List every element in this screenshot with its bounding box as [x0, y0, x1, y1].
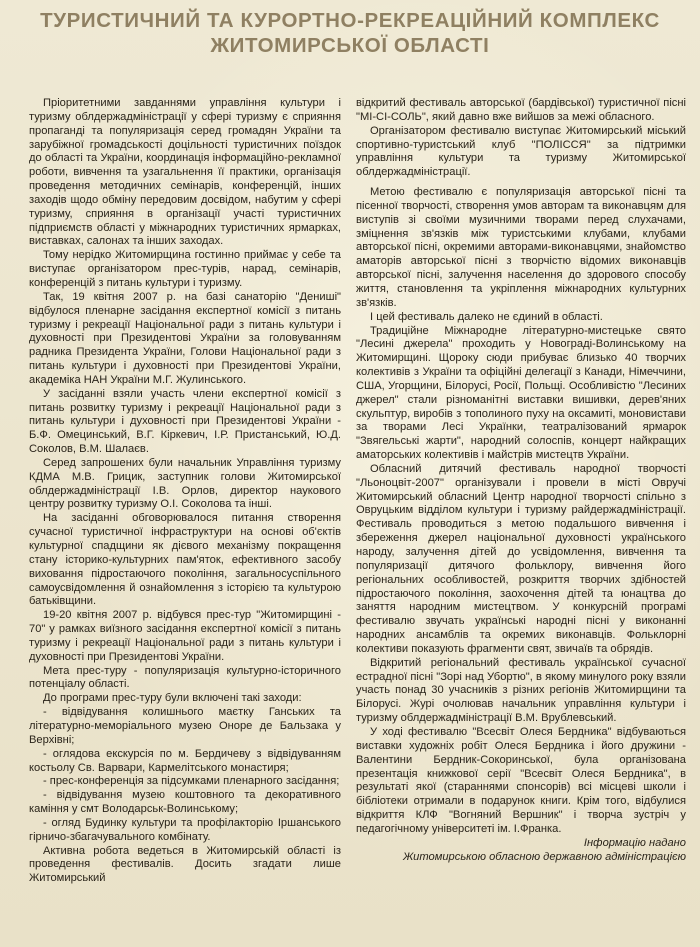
page-title [0, 8, 700, 58]
paragraph: Пріоритетними завданнями управління культури і туризму облдержадміністрації у сфері туризму є сприяння пропаганді та популяризація серед громадян України та зарубіжної громадськості доцільності туристичних поїздок до області та України, координація інформаційно-рекламної роботи, вивчення та узагальнення її практики, організація проведення методичних семінарів, конференцій, інших заходів щодо обміну передовим досвідом, набутим у сфері туризму, сприяння в організації участі туристичних підприємств області у міжнародних туристичних ярмарках, виставках, салонах та інших заходах. [29, 97, 341, 248]
list-item: - огляд Будинку культури та профілакторію Іршанського гірничо-збагачувального комбінату. [29, 816, 341, 843]
paragraph: Так, 19 квітня 2007 р. на базі санаторію "Дениші" відбулося пленарне засідання експертної комісії з питань туризму і рекреації Національної ради з питань культури і духовності при Президентові України за головуванням радника Президента України, Голови Національної ради з питань культури і духовності при Президентові України, академіка НАН України М.Г. Жулинського. [29, 290, 341, 386]
paragraph: Метою фестивалю є популяризація авторської пісні та пісенної творчості, створення умов авторам та виконавцям для виступів зі своїми музичними творами перед слухачами, зміцнення зв'язків між туристськими клубами, клубами авторської пісні, окремими авторами-виконавцями, знайомство аматорів авторської пісні з творчістю відомих виконавців авторської пісні, залучення населення до здорового способу життя, становлення та укріплення міжнародних культурних зв'язків. [356, 186, 686, 309]
paragraph: У засіданні взяли участь члени експертної комісії з питань розвитку туризму і рекреації Національної ради з питань культури і духовності при Президентові України - Б.Ф. Омецинський, В.Г. Кіркевич, І.Р. Пристанський, Ю.Д. Соколов, В.М. Шалаєв. [29, 387, 341, 456]
list-item: - відвідування колишнього маєтку Ганських та літературно-меморіального музею Оноре де Бальзака у Верхівні; [29, 706, 341, 746]
credit-line-1: Інформацію надано [583, 836, 686, 849]
paragraph: 19-20 квітня 2007 р. відбувся прес-тур "Житомирщині - 70" у рамках виїзного засідання експертної комісії з питань туризму і рекреації Національної ради з питань культури і духовності при Президентові України. [29, 609, 341, 663]
paragraph: Мета прес-туру - популяризація культурно-історичного потенціалу області. [29, 664, 341, 691]
title-line-2: ЖИТОМИРСЬКОЇ ОБЛАСТІ [210, 34, 490, 57]
left-column [29, 97, 341, 886]
paragraph: Активна робота ведеться в Житомирській області із проведення фестивалів. Досить згадати лише Житомирський [29, 844, 341, 885]
list-item: - оглядова екскурсія по м. Бердичеву з відвідуванням костьолу Св. Варвари, Кармелітського монастиря; [29, 747, 341, 774]
list-item: - відвідування музею коштовного та декоративного каміння у смт Володарськ-Волинському; [29, 789, 341, 816]
paragraph: Відкритий регіональний фестиваль української сучасної естрадної пісні "Зорі над Убортю", в якому минулого року взяли участь понад 30 учасників з різних регіонів Житомирщини та Білорусі. Журі очолював начальник управління культури і туризму облдержадміністрації В.М. Врублевський. [356, 656, 686, 725]
paragraph: Традиційне Міжнародне літературно-мистецьке свято "Лесині джерела" проходить у Новограді-Волинському на Житомирщині. Щороку сюди прибуває близько 40 творчих колективів з України та офіційні делегації з Канади, Німеччини, США, Угорщини, Білорусі, Росії, Польщі. Особливістю "Лесиних джерел" стали різноманітні виставки вишивки, дерев'яних скульптур, виробів з тополиного пуху на оксамиті, моновистави за творами Лесі Українки, театралізований ярмарок "Звягельські жарти", народний солоспів, концерт найкращих аматорських колективів і майстрів мистецтв України. [356, 324, 686, 462]
title-line-1: ТУРИСТИЧНИЙ ТА КУРОРТНО-РЕКРЕАЦІЙНИЙ КОМПЛЕКС [40, 9, 660, 32]
paragraph: До програми прес-туру були включені такі заходи: [43, 692, 302, 705]
list-item: - прес-конференція за підсумками пленарного засідання; [43, 775, 340, 788]
paragraph: На засіданні обговорювалося питання створення сучасної туристичної інфраструктури на основі об'єктів культурної спадщини як дієвого механізму покращення стану історико-культурних пам'яток, ефективного засобу виховання підростаючого покоління, загальносуспільного самоусвідомлення й ознайомлення з історією та культурою батьківщини. [29, 512, 341, 608]
paragraph: Обласний дитячий фестиваль народної творчості "Льоноцвіт-2007" організували і провели в місті Овручі Житомирський обласний Центр народної творчості спільно з Овруцьким відділом культури і туризму райдержадміністрації. Фестиваль проводиться з метою подальшого вивчення і збереження джерел національної духовності українського народу, залучення дітей до усвідомлення, вивчення та популяризації дитячого фольклору, вивчення його регіональних особливостей, розкриття творчих здібностей підростаючого покоління, заохочення дітей та юнацтва до заняття народним мистецтвом. У конкурсній програмі фестивалю звучать українські народні пісні у виконанні народних ансамблів та окремих виконавців. Фольклорні колективи показують фрагменти свят, звичаїв та обрядів. [356, 462, 686, 655]
paragraph: Організатором фестивалю виступає Житомирський міський спортивно-туристський клуб "ПОЛІССЯ" за підтримки управління культури та туризму Житомирської облдержадміністрації. [356, 124, 686, 179]
credit-line-2: Житомирською обласною державною адміністрацією [402, 850, 686, 863]
paragraph: відкритий фестиваль авторської (бардівської) туристичної пісні "МІ-СІ-СОЛЬ", який давно вже вийшов за межі обласного. [356, 97, 686, 123]
right-column [356, 97, 686, 864]
paragraph: У ході фестивалю "Всесвіт Олеся Бердника" відбуваються виставки художніх робіт Олеся Бердника і його дружини - Валентини Бердник-Сокоринської, була організована презентація книжкової серії "Всесвіт Олеся Бердника", в результаті якої (стараннями спонсорів) всі місцеві школи і бібліотеки отримали в подарунок книги. Крім того, відбулися відкриття КЛФ "Вогняний Вершник" і творча зустріч у педагогічному університеті ім. І.Франка. [356, 725, 686, 835]
paragraph: І цей фестиваль далеко не єдиний в області. [370, 310, 603, 323]
paragraph: Тому нерідко Житомирщина гостинно приймає у себе та виступає організатором прес-турів, нарад, семінарів, конференцій з питань культури і туризму. [29, 249, 341, 289]
paragraph: Серед запрошених були начальник Управління туризму КДМА М.В. Грицик, заступник голови Житомирської облдержадміністрації І.В. Орлов, директор наукового центру розвитку туризму О.І. Соколова та інші. [29, 456, 341, 511]
